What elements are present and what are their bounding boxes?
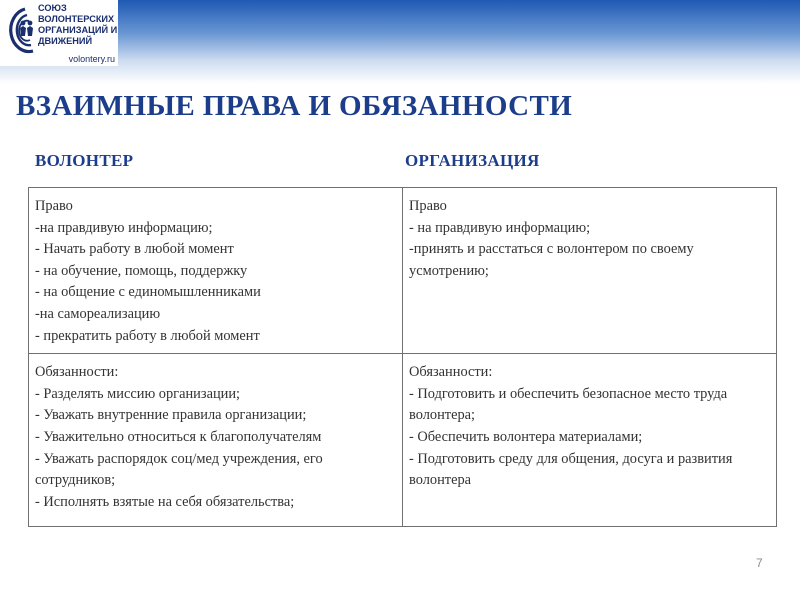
organization-duties-line: - Подготовить среду для общения, досуга и развития волонтера (409, 450, 733, 489)
table-row-rights (29, 188, 777, 354)
logo-text-line-1: СОЮЗ (38, 3, 67, 13)
organization-duties-line: Обязанности: (409, 364, 493, 381)
logo-text-line-2: ВОЛОНТЕРСКИХ (38, 14, 115, 24)
volunteer-rights-line: -на самореализацию (35, 305, 161, 322)
organization-rights-line: -принять и расстаться с волонтером по своему усмотрению; (409, 241, 694, 279)
volunteer-rights-line: Право (35, 198, 73, 214)
volunteer-rights-line: - на обучение, помощь, поддержку (35, 262, 248, 279)
organization-rights-line: - на правдивую информацию; (409, 219, 591, 236)
logo-text-line-3: ОРГАНИЗАЦИЙ И (38, 25, 118, 35)
volunteer-duties-line: Обязанности: (35, 364, 119, 381)
logo-text-line-4: ДВИЖЕНИЙ (38, 36, 93, 46)
organization-duties-line: - Подготовить и обеспечить безопасное место труда волонтера; (409, 385, 728, 424)
organization-duties-line: - Обеспечить волонтера материалами; (409, 428, 643, 445)
logo-url: volontery.ru (68, 54, 115, 64)
header-gradient-band (0, 0, 800, 84)
volunteer-duties-line: - Уважать внутренние правила организации; (35, 407, 307, 424)
volunteer-rights-line: - Начать работу в любой момент (35, 241, 234, 258)
volunteers-emblem-icon (3, 3, 37, 61)
volunteer-rights-line: -на правдивую информацию; (35, 219, 213, 236)
volunteer-rights-line: - на общение с единомышленниками (35, 284, 261, 301)
logo (0, 0, 118, 66)
volunteer-duties-cell (29, 354, 403, 527)
organization-rights-line: Право (409, 198, 447, 214)
slide-title: ВЗАИМНЫЕ ПРАВА И ОБЯЗАННОСТИ (16, 90, 573, 122)
volunteer-rights-line: - прекратить работу в любой момент (35, 327, 260, 344)
organization-rights-cell (403, 188, 777, 354)
column-header-organization: ОРГАНИЗАЦИЯ (405, 151, 540, 170)
volunteer-duties-line: - Уважительно относиться к благополучателям (35, 428, 322, 445)
rights-duties-table (28, 187, 777, 527)
volunteer-duties-line: - Уважать распорядок соц/мед учреждения, его сотрудников; (35, 450, 323, 489)
page-number: 7 (756, 556, 763, 570)
column-header-volunteer: ВОЛОНТЕР (35, 151, 134, 170)
organization-duties-cell (403, 354, 777, 527)
volunteer-rights-cell (29, 188, 403, 354)
volunteer-duties-line: - Исполнять взятые на себя обязательства; (35, 493, 295, 510)
table-row-duties (29, 354, 777, 527)
volunteer-duties-line: - Разделять миссию организации; (35, 385, 241, 402)
